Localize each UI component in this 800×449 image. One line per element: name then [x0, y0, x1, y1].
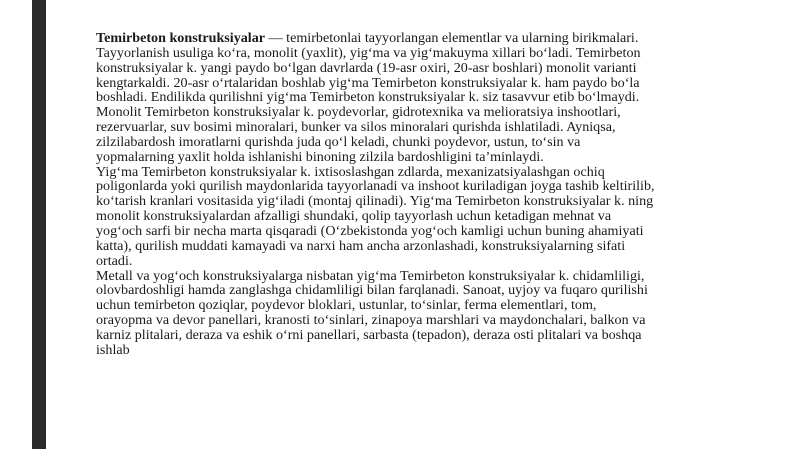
text-line: boshladi. Endilikda qurilishni yig‘ma Temirbeton konstruksiyalar k. siz tasavvur etib bo‘lmaydi. — [96, 89, 640, 106]
text-line: Yig‘ma Temirbeton konstruksiyalar k. ixtisoslashgan zdlarda, mexanizatsiyalashgan ochiq — [96, 163, 605, 180]
text-line: zilzilabardosh imoratlarni qurishda juda qo‘l keladi, chunki poydevor, ustun, to‘sin va — [96, 133, 581, 150]
text-line: poligonlarda yoki qurilish maydonlarida tayyorlanadi va inshoot kuriladigan joyga tashib keltirilib, — [96, 178, 655, 195]
text-line: yopmalarning yaxlit holda ishlanishi binoning zilzila bardoshligini ta’minlaydi. — [96, 148, 544, 165]
text-line: kengtarkaldi. 20-asr o‘rtalaridan boshlab yig‘ma Temirbeton konstruksiyalar k. ham paydo bo‘la — [96, 74, 640, 91]
text-line: karniz plitalari, deraza va eshik o‘rni panellari, sarbasta (tepadon), deraza osti plitalari va boshqa — [96, 326, 642, 343]
text-line: monolit konstruksiyalardan afzalligi shundaki, qolip tayyorlash uchun ketadigan mehnat va — [96, 208, 612, 225]
text-line: Metall va yog‘och konstruksiyalarga nisbatan yig‘ma Temirbeton konstruksiyalar k. chidamliligi, — [96, 267, 645, 284]
slide-accent-bar — [32, 0, 46, 449]
text-line: katta), qurilish muddati kamayadi va narxi ham ancha arzonlashadi, konstruksiyalarning sifati — [96, 237, 626, 254]
term-heading: Temirbeton konstruksiyalar — [96, 30, 266, 46]
text-line: Tayyorlanish usuliga ko‘ra, monolit (yaxlit), yig‘ma va yig‘makuyma xillari bo‘ladi. Temirbeton — [96, 44, 641, 61]
text-line: konstruksiyalar k. yangi paydo bo‘lgan davrlarda (19-asr oxiri, 20-asr boshlari) monolit varianti — [96, 59, 637, 76]
text-line: rezervuarlar, suv bosimi minoralari, bunker va silos minoralari qurishda ishlatiladi. Ayniqsa, — [96, 119, 616, 136]
text-line: yog‘och sarfi bir necha marta qisqaradi (O‘zbekistonda yog‘och kamligi uchun buning ahamiyati — [96, 222, 644, 239]
text-line: ko‘tarish kranlari vositasida yig‘iladi (montaj qilinadi). Yig‘ma Temirbeton konstruksiyalar k. ning — [96, 193, 654, 210]
text-line: uchun temirbeton qoziqlar, poydevor bloklari, ustunlar, to‘sinlar, ferma elementlari, tom, — [96, 297, 597, 314]
document-body — [96, 31, 768, 358]
text-line: ishlab — [96, 341, 130, 358]
text-line: olovbardoshligi hamda zanglashga chidamliligi bilan farqlanadi. Sanoat, uyjoy va fuqaro qurilishi — [96, 282, 648, 299]
text-line: ortadi. — [96, 252, 133, 269]
text-line: orayopma va devor panellari, kranosti to‘sinlari, zinapoya marshlari va maydonchalari, balkon va — [96, 312, 646, 329]
text-line: Temirbeton konstruksiyalar — temirbetonlai tayyorlangan elementlar va ularning birikmalari. — [96, 30, 639, 46]
text-line: Monolit Temirbeton konstruksiyalar k. poydevorlar, gidrotexnika va melioratsiya inshootlari, — [96, 104, 621, 121]
